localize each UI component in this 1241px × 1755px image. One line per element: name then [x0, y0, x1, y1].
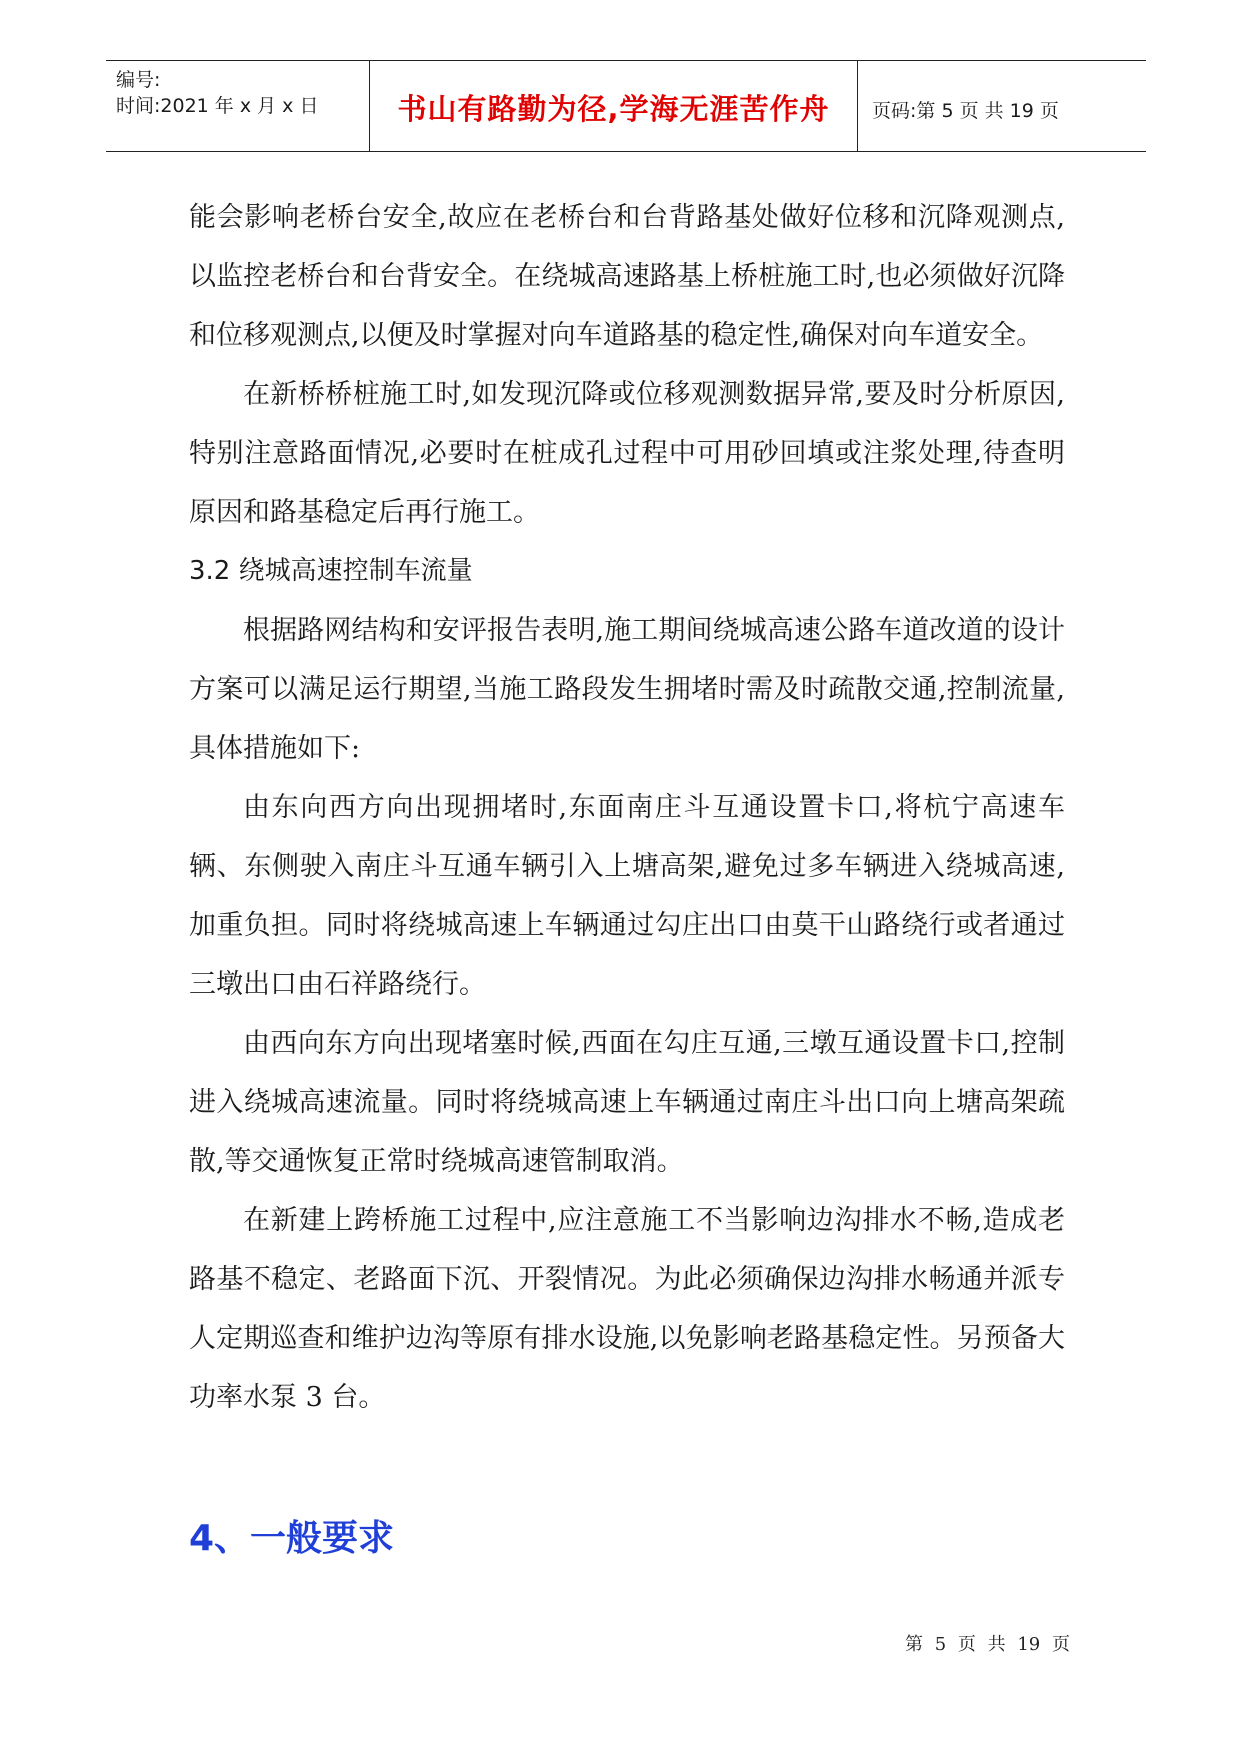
body-paragraph: 由东向西方向出现拥堵时,东面南庄斗互通设置卡口,将杭宁高速车辆、东侧驶入南庄斗互通车辆引入上塘高架,避免过多车辆进入绕城高速,加重负担。同时将绕城高速上车辆通过勾庄出口由莫干山路绕行或者通过三墩出口由石祥路绕行。 — [189, 792, 1065, 1000]
body-paragraph: 由西向东方向出现堵塞时候,西面在勾庄互通,三墩互通设置卡口,控制进入绕城高速流量。同时将绕城高速上车辆通过南庄斗出口向上塘高架疏散,等交通恢复正常时绕城高速管制取消。 — [189, 1028, 1065, 1177]
body-paragraph: 根据路网结构和安评报告表明,施工期间绕城高速公路车道改道的设计方案可以满足运行期望,当施工路段发生拥堵时需及时疏散交通,控制流量,具体措施如下: — [189, 615, 1065, 764]
header-meta-cell — [106, 61, 370, 151]
document-number-label: 编号: — [116, 69, 161, 91]
header-motto-cell — [370, 61, 858, 151]
body-paragraph: 在新桥桥桩施工时,如发现沉降或位移观测数据异常,要及时分析原因,特别注意路面情况,必要时在桩成孔过程中可用砂回填或注浆处理,待查明原因和路基稳定后再行施工。 — [189, 379, 1065, 528]
page-header — [106, 60, 1146, 152]
header-page-cell — [858, 61, 1146, 151]
section-heading: 4、一般要求 — [189, 1518, 395, 1559]
body-paragraph: 在新建上跨桥施工过程中,应注意施工不当影响边沟排水不畅,造成老路基不稳定、老路面下沉、开裂情况。为此必须确保边沟排水畅通并派专人定期巡查和维护边沟等原有排水设施,以免影响老路基稳定性。另预备大功率水泵 3 台。 — [189, 1205, 1065, 1413]
header-motto: 书山有路勤为径,学海无涯苦作舟 — [397, 92, 830, 126]
document-body — [189, 188, 1065, 1427]
document-time-label: 时间:2021 年 x 月 x 日 — [116, 95, 319, 117]
body-paragraph: 能会影响老桥台安全,故应在老桥台和台背路基处做好位移和沉降观测点,以监控老桥台和台背安全。在绕城高速路基上桥桩施工时,也必须做好沉降和位移观测点,以便及时掌握对向车道路基的稳定性,确保对向车道安全。 — [189, 202, 1065, 351]
page-footer: 第 5 页 共 19 页 — [905, 1634, 1070, 1655]
header-page-code: 页码:第 5 页 共 19 页 — [872, 100, 1059, 122]
section-subheading: 3.2 绕城高速控制车流量 — [189, 556, 473, 586]
